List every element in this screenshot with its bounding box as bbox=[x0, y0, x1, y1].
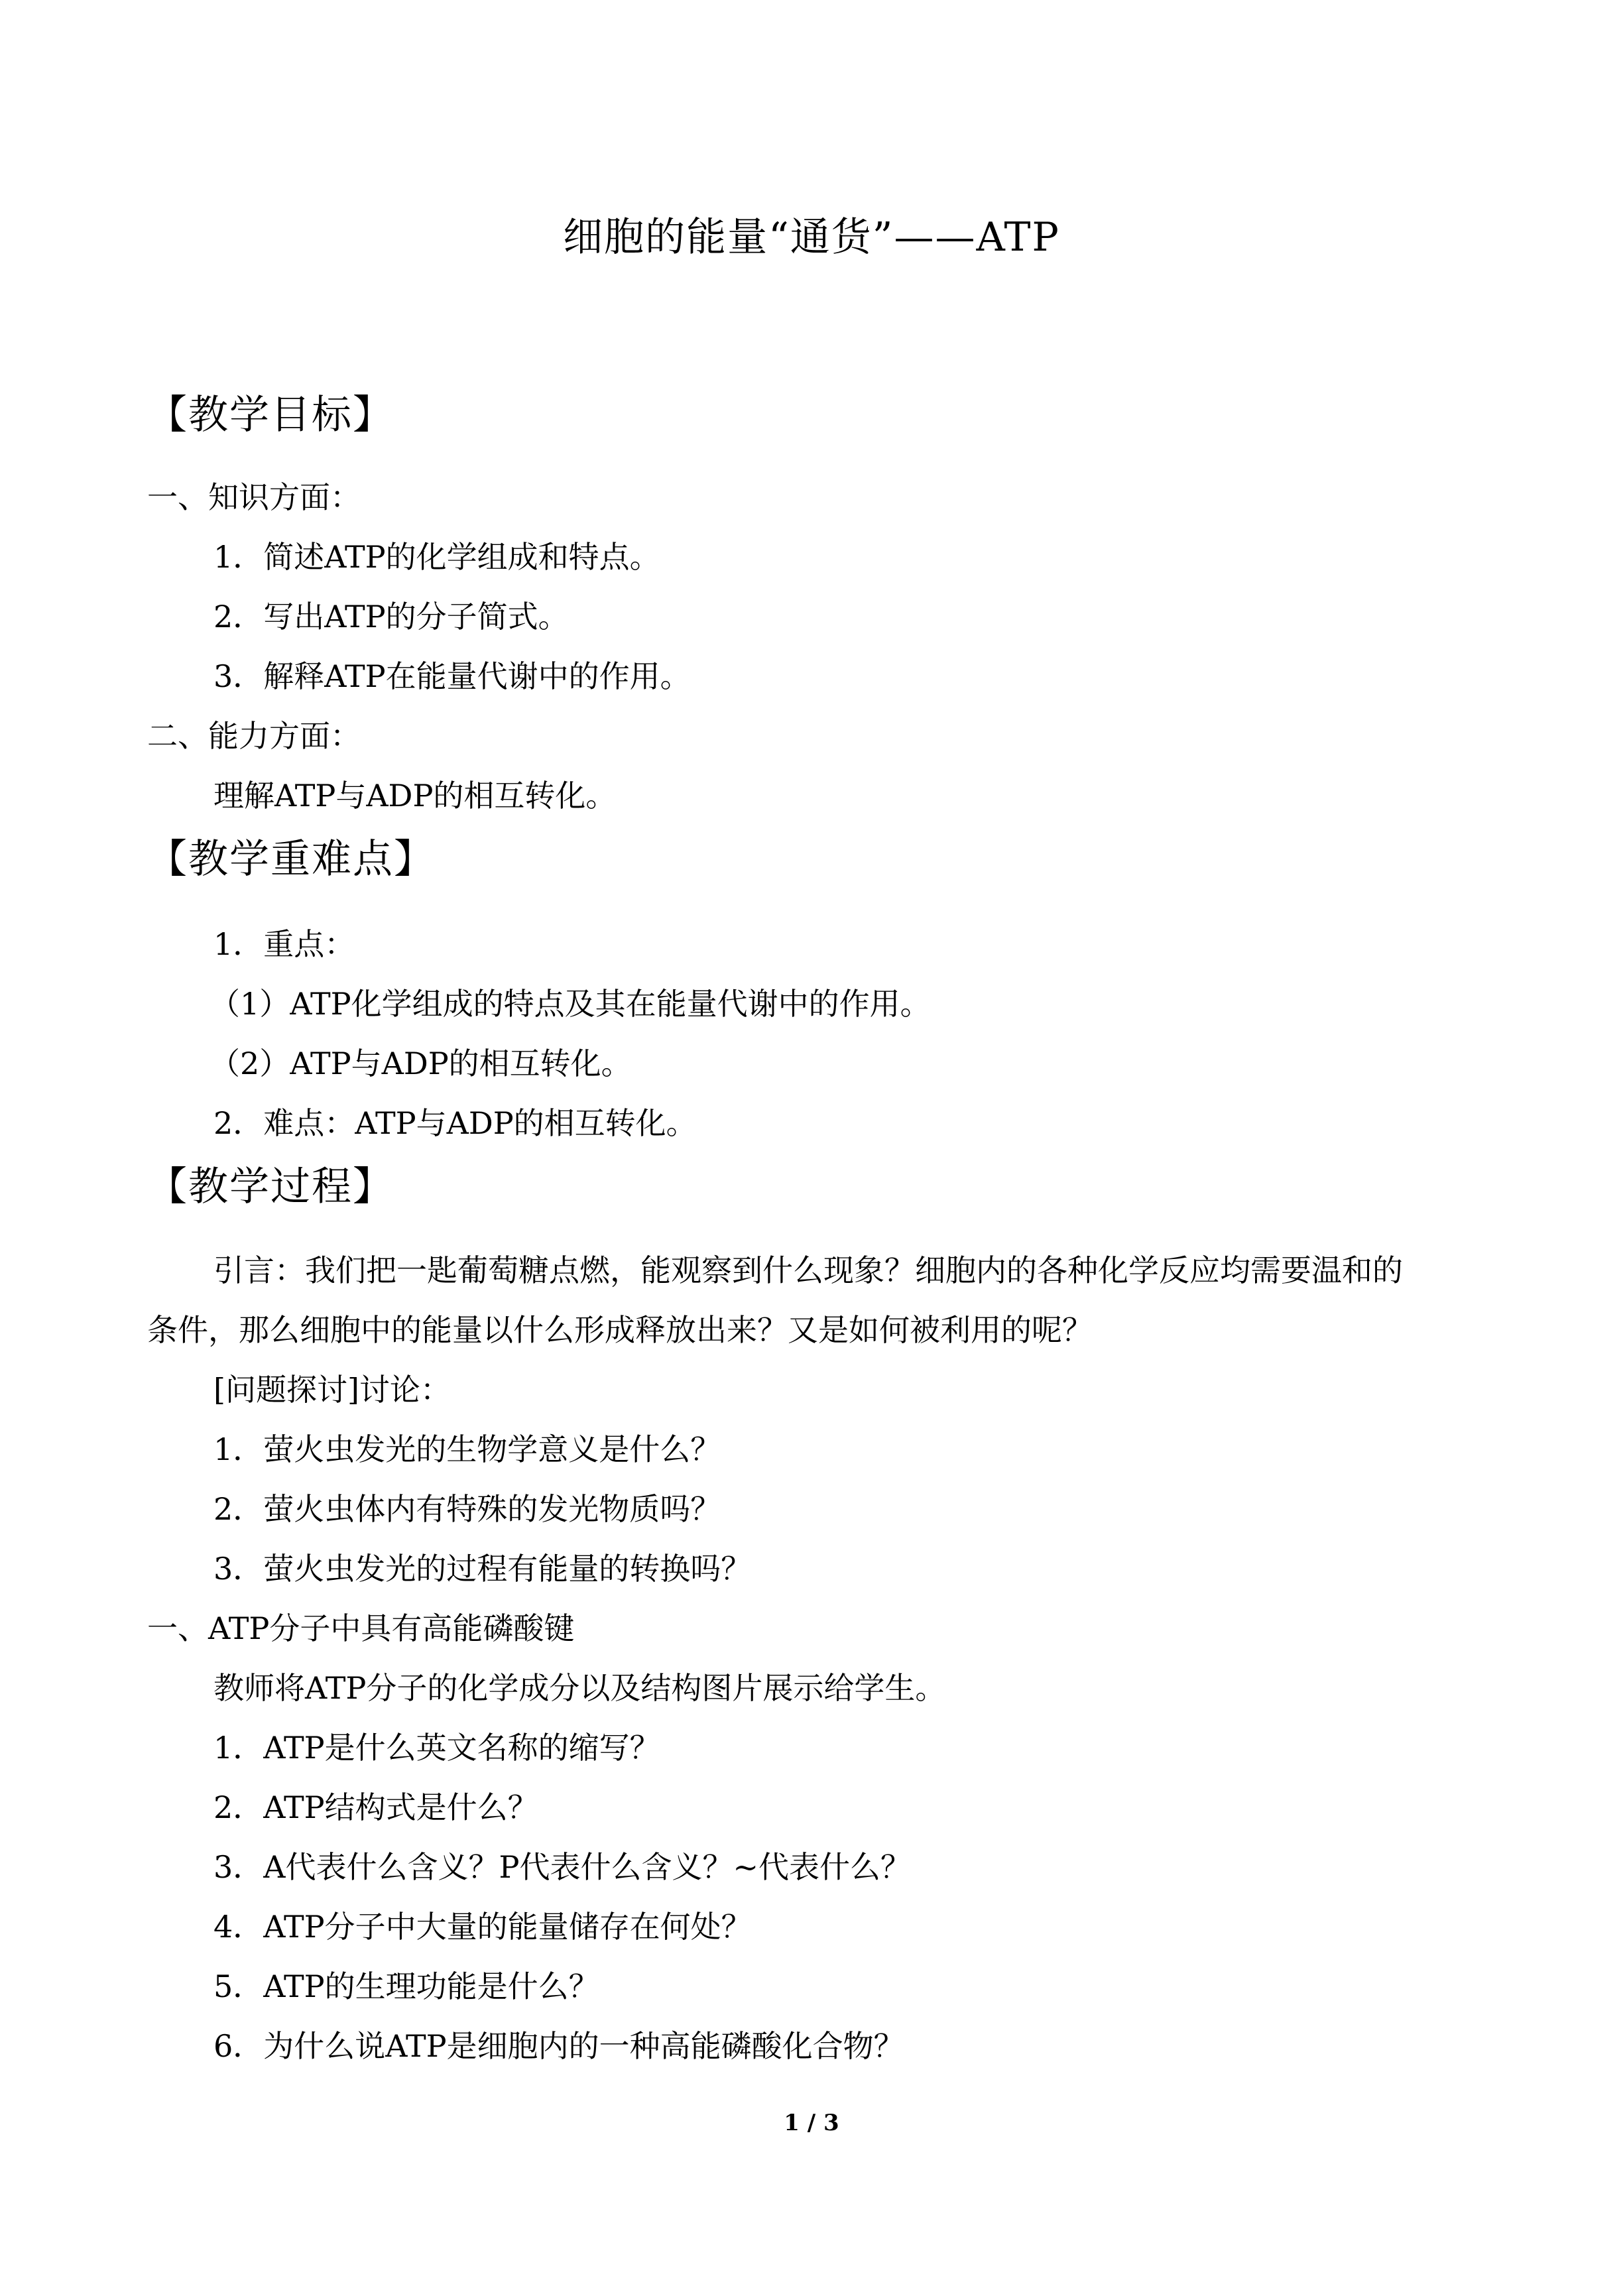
key-point-item: （1）ATP化学组成的特点及其在能量代谢中的作用。 bbox=[210, 986, 931, 1022]
page-number: 1 / 3 bbox=[784, 2110, 839, 2136]
part1-question: 4．ATP分子中大量的能量储存在何处？ bbox=[213, 1909, 752, 1945]
part1-question: 6．为什么说ATP是细胞内的一种高能磷酸化合物？ bbox=[213, 2028, 904, 2064]
section-heading-key-points: 【教学重难点】 bbox=[147, 836, 435, 882]
part1-question: 5．ATP的生理功能是什么？ bbox=[213, 1968, 599, 2004]
discussion-label: [问题探讨]讨论： bbox=[213, 1372, 451, 1408]
section-heading-process: 【教学过程】 bbox=[147, 1164, 394, 1210]
discussion-item: 2．萤火虫体内有特殊的发光物质吗？ bbox=[213, 1491, 721, 1527]
knowledge-item: 2．写出ATP的分子简式。 bbox=[213, 599, 569, 634]
key-point-item: （2）ATP与ADP的相互转化。 bbox=[210, 1046, 632, 1081]
key-points-label: 1．重点： bbox=[213, 926, 355, 962]
knowledge-item: 3．解释ATP在能量代谢中的作用。 bbox=[213, 658, 691, 694]
difficult-point: 2．难点：ATP与ADP的相互转化。 bbox=[213, 1105, 697, 1141]
document-title: 细胞的能量“通货”——ATP bbox=[563, 214, 1060, 261]
ability-heading: 二、能力方面： bbox=[147, 718, 361, 754]
section-heading-objectives: 【教学目标】 bbox=[147, 392, 394, 438]
intro-paragraph-line: 引言：我们把一匙葡萄糖点燃，能观察到什么现象？细胞内的各种化学反应均需要温和的 bbox=[213, 1252, 1403, 1288]
part1-question: 3．A代表什么含义？P代表什么含义？~代表什么？ bbox=[213, 1849, 911, 1885]
knowledge-heading: 一、知识方面： bbox=[147, 479, 361, 515]
part1-question: 1．ATP是什么英文名称的缩写？ bbox=[213, 1730, 660, 1766]
intro-paragraph-line: 条件，那么细胞中的能量以什么形成释放出来？又是如何被利用的呢？ bbox=[147, 1312, 1093, 1348]
ability-text: 理解ATP与ADP的相互转化。 bbox=[213, 778, 617, 814]
part1-question: 2．ATP结构式是什么？ bbox=[213, 1789, 538, 1825]
part1-text: 教师将ATP分子的化学成分以及结构图片展示给学生。 bbox=[213, 1670, 946, 1706]
discussion-item: 1．萤火虫发光的生物学意义是什么？ bbox=[213, 1431, 721, 1467]
knowledge-item: 1．简述ATP的化学组成和特点。 bbox=[213, 539, 660, 575]
discussion-item: 3．萤火虫发光的过程有能量的转换吗？ bbox=[213, 1551, 752, 1587]
part1-heading: 一、ATP分子中具有高能磷酸键 bbox=[147, 1610, 575, 1646]
